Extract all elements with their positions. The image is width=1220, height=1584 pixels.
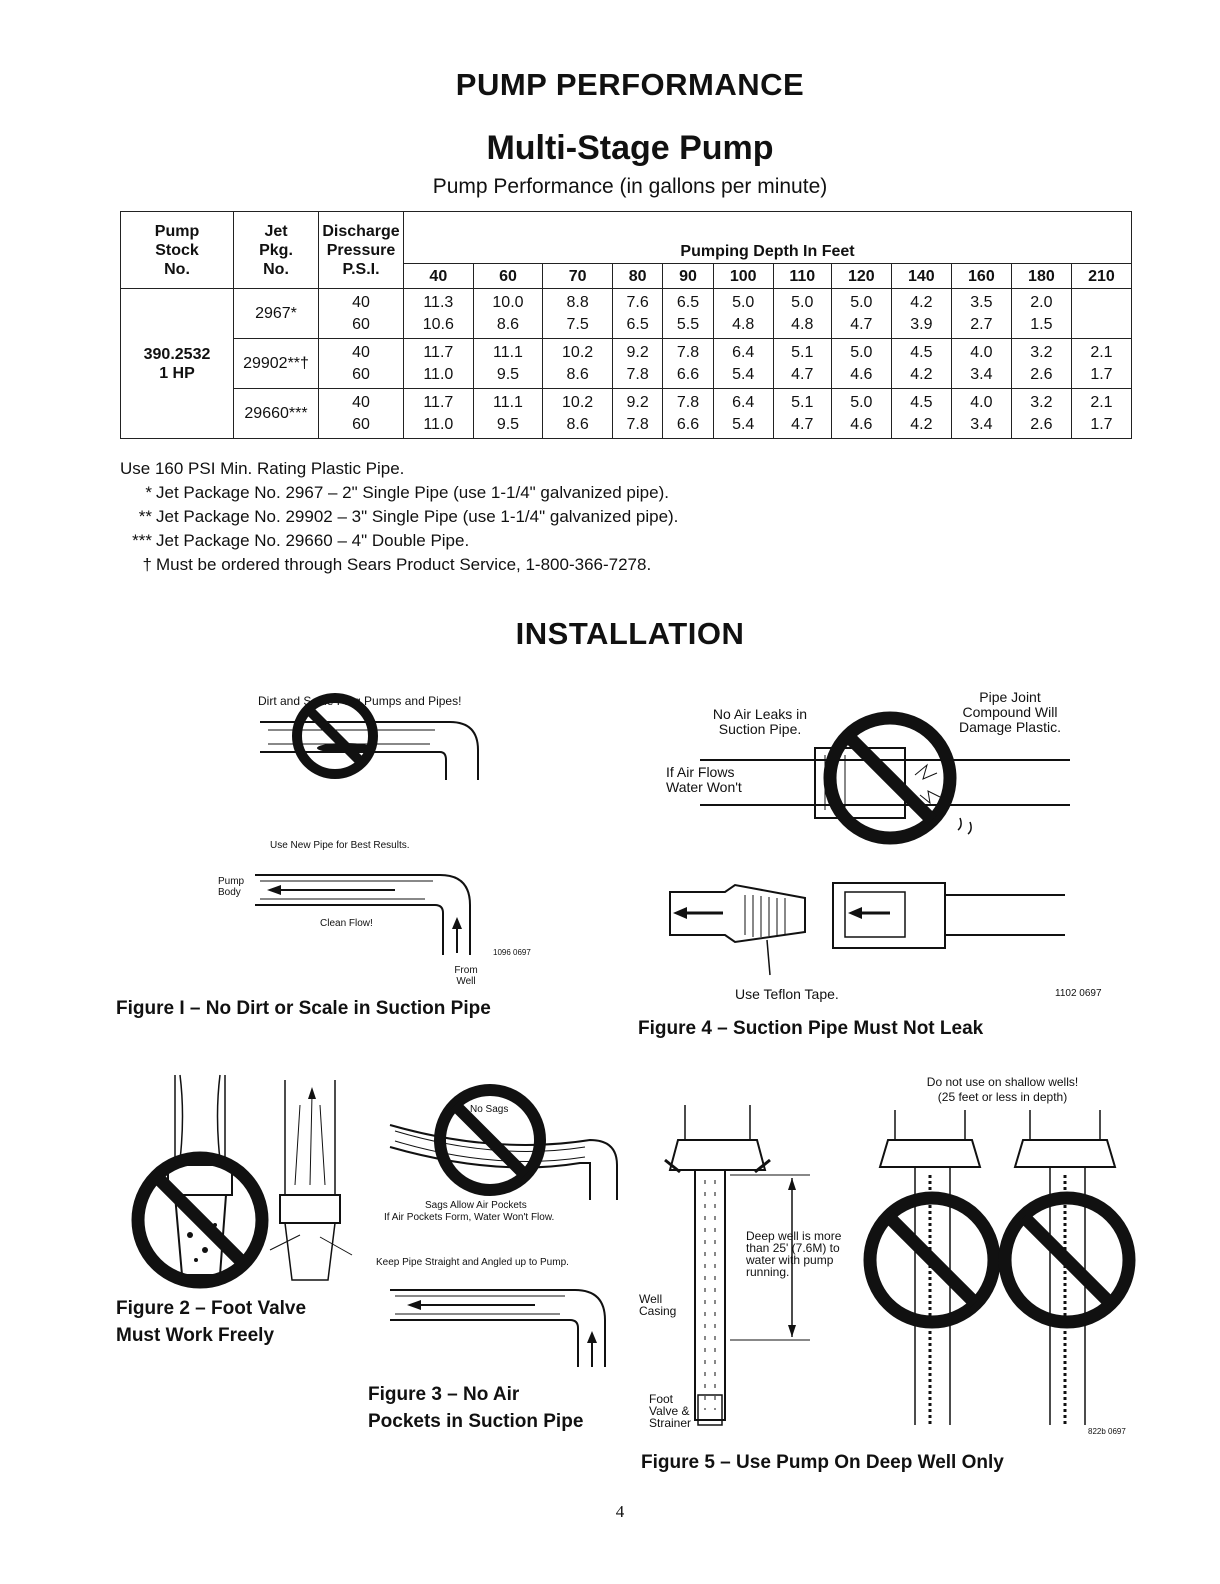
fig4-if-air: If Air Flows Water Won't xyxy=(666,764,742,795)
installation-title: INSTALLATION xyxy=(515,616,745,651)
gpm-cell: 7.6 6.5 xyxy=(612,289,662,339)
fig4-joint: Pipe Joint Compound Will Damage Plastic. xyxy=(959,689,1061,735)
gpm-cell: 10.0 8.6 xyxy=(473,289,543,339)
gpm-cell: 4.5 4.2 xyxy=(891,339,951,389)
gpm-cell: 11.1 9.5 xyxy=(473,389,543,439)
fig1-code: 1096 0697 xyxy=(493,948,531,957)
depth-110: 110 xyxy=(773,264,831,289)
fig1-clean-flow: Clean Flow! xyxy=(320,918,373,929)
gpm-cell: 11.7 11.0 xyxy=(404,339,474,389)
fig5-prohibited-icon-right xyxy=(1005,1198,1129,1322)
note-pipe-rating: Use 160 PSI Min. Rating Plastic Pipe. xyxy=(120,459,405,478)
fig4-caption: Figure 4 – Suction Pipe Must Not Leak xyxy=(638,1018,984,1039)
depth-40: 40 xyxy=(404,264,474,289)
page-number: 4 xyxy=(615,1502,625,1521)
fig5-foot: Foot Valve & Strainer xyxy=(649,1392,692,1430)
fig5-shallow-l2: (25 feet or less in depth) xyxy=(937,1090,1068,1104)
gpm-cell: 3.2 2.6 xyxy=(1011,339,1071,389)
depth-160: 160 xyxy=(951,264,1011,289)
gpm-cell: 5.1 4.7 xyxy=(773,389,831,439)
gpm-cell: 7.8 6.6 xyxy=(663,389,713,439)
fig1-caption: Figure I – No Dirt or Scale in Suction Pipe xyxy=(116,998,491,1019)
table-caption: Pump Performance (in gallons per minute) xyxy=(432,175,828,198)
jet-package: 29660*** xyxy=(234,389,319,439)
table-row xyxy=(121,339,1132,389)
pressure-values: 40 60 xyxy=(319,389,404,439)
col-pressure-header: Discharge Pressure P.S.I. xyxy=(319,212,404,289)
gpm-cell: 9.2 7.8 xyxy=(612,389,662,439)
fig5-code: 822b 0697 xyxy=(1088,1427,1126,1436)
pressure-values: 40 60 xyxy=(319,339,404,389)
note-item: † Must be ordered through Sears Product Service, 1-800-366-7278. xyxy=(142,555,652,574)
gpm-cell: 5.0 4.6 xyxy=(831,339,891,389)
col-jet-header: Jet Pkg. No. xyxy=(234,212,319,289)
gpm-cell: 3.2 2.6 xyxy=(1011,389,1071,439)
stock-number: 390.2532 1 HP xyxy=(121,289,234,439)
fig3-straight-pipe xyxy=(385,1282,625,1372)
fig2-foot-valves xyxy=(120,1075,360,1290)
fig4-teflon: Use Teflon Tape. xyxy=(735,986,839,1002)
page-title: PUMP PERFORMANCE xyxy=(455,67,805,102)
gpm-cell: 6.5 5.5 xyxy=(663,289,713,339)
fig4-taped-pipes xyxy=(665,880,1075,975)
gpm-cell: 4.0 3.4 xyxy=(951,389,1011,439)
gpm-cell: 11.3 10.6 xyxy=(404,289,474,339)
fig1-pump-body: Pump Body xyxy=(218,876,245,898)
gpm-cell: 10.2 8.6 xyxy=(543,389,613,439)
fig5-casing: Well Casing xyxy=(639,1292,677,1318)
table-row xyxy=(121,389,1132,439)
fig5-caption: Figure 5 – Use Pump On Deep Well Only xyxy=(641,1452,1004,1473)
gpm-cell: 8.8 7.5 xyxy=(543,289,613,339)
fig3-sagging-pipe xyxy=(385,1085,635,1205)
note-item: ** Jet Package No. 29902 – 3" Single Pipe (use 1-1/4" galvanized pipe). xyxy=(138,507,679,526)
gpm-cell: 4.0 3.4 xyxy=(951,339,1011,389)
depth-120: 120 xyxy=(831,264,891,289)
fig1-dirty-pipe xyxy=(250,700,510,790)
depth-60: 60 xyxy=(473,264,543,289)
depth-70: 70 xyxy=(543,264,613,289)
depth-210: 210 xyxy=(1071,264,1131,289)
fig4-no-air: No Air Leaks in Suction Pipe. xyxy=(712,706,808,737)
gpm-cell: 2.1 1.7 xyxy=(1071,339,1131,389)
jet-package: 2967* xyxy=(234,289,319,339)
depth-90: 90 xyxy=(663,264,713,289)
fig4-pipe-joint xyxy=(690,700,1070,850)
table-notes xyxy=(120,457,678,577)
gpm-cell: 5.0 4.6 xyxy=(831,389,891,439)
gpm-cell: 2.1 1.7 xyxy=(1071,389,1131,439)
fig1-label-top: Dirt and Scale Plug Pumps and Pipes! xyxy=(258,694,462,708)
fig3-pockets: If Air Pockets Form, Water Won't Flow. xyxy=(384,1212,555,1223)
gpm-cell: 10.2 8.6 xyxy=(543,339,613,389)
col-stock-header: Pump Stock No. xyxy=(121,212,234,289)
gpm-cell: 3.5 2.7 xyxy=(951,289,1011,339)
depth-140: 140 xyxy=(891,264,951,289)
fig1-from-well: From Well xyxy=(454,965,478,987)
note-item: *** Jet Package No. 29660 – 4" Double Pipe. xyxy=(132,531,470,550)
fig5-deep: Deep well is more than 25' (7.6M) to water with pump running. xyxy=(746,1229,842,1279)
depth-header: Pumping Depth In Feet xyxy=(404,212,1132,264)
gpm-cell: 5.0 4.8 xyxy=(713,289,773,339)
jet-package: 29902**† xyxy=(234,339,319,389)
gpm-cell: 5.1 4.7 xyxy=(773,339,831,389)
gpm-cell xyxy=(1071,289,1131,339)
fig1-label-mid: Use New Pipe for Best Results. xyxy=(270,840,410,851)
gpm-cell: 11.7 11.0 xyxy=(404,389,474,439)
fig1-prohibited-icon xyxy=(297,698,373,774)
gpm-cell: 6.4 5.4 xyxy=(713,339,773,389)
fig3-caption: Figure 3 – No Air Pockets in Suction Pipe xyxy=(368,1384,584,1432)
fig3-keep: Keep Pipe Straight and Angled up to Pump. xyxy=(376,1257,569,1268)
gpm-cell: 11.1 9.5 xyxy=(473,339,543,389)
gpm-cell: 5.0 4.7 xyxy=(831,289,891,339)
gpm-cell: 4.2 3.9 xyxy=(891,289,951,339)
fig2-prohibited-icon xyxy=(138,1158,262,1282)
gpm-cell: 4.5 4.2 xyxy=(891,389,951,439)
fig3-sags: Sags Allow Air Pockets xyxy=(425,1200,527,1211)
section-subtitle: Multi-Stage Pump xyxy=(486,129,774,167)
depth-100: 100 xyxy=(713,264,773,289)
depth-180: 180 xyxy=(1011,264,1071,289)
gpm-cell: 9.2 7.8 xyxy=(612,339,662,389)
gpm-cell: 2.0 1.5 xyxy=(1011,289,1071,339)
fig5-shallow-l1: Do not use on shallow wells! xyxy=(926,1075,1079,1089)
gpm-cell: 6.4 5.4 xyxy=(713,389,773,439)
performance-table xyxy=(120,211,1132,439)
table-row xyxy=(121,289,1132,339)
fig5-shallow-wells xyxy=(855,1105,1125,1435)
pressure-values: 40 60 xyxy=(319,289,404,339)
fig1-clean-pipe xyxy=(255,865,495,960)
gpm-cell: 7.8 6.6 xyxy=(663,339,713,389)
fig2-caption: Figure 2 – Foot Valve Must Work Freely xyxy=(116,1298,307,1346)
fig4-prohibited-icon xyxy=(830,718,950,838)
fig3-no-sags: No Sags xyxy=(470,1104,509,1115)
fig5-prohibited-icon-left xyxy=(870,1198,994,1322)
gpm-cell: 5.0 4.8 xyxy=(773,289,831,339)
depth-80: 80 xyxy=(612,264,662,289)
note-item: * Jet Package No. 2967 – 2" Single Pipe (use 1-1/4" galvanized pipe). xyxy=(145,483,669,502)
fig4-code: 1102 0697 xyxy=(1055,988,1102,999)
